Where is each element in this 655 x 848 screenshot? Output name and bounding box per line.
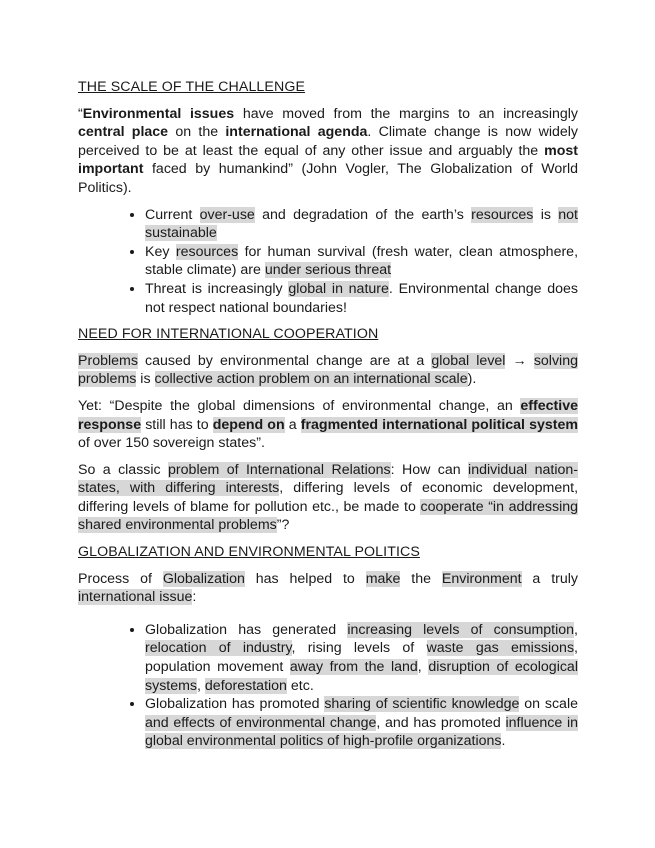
highlight: relocation of industry — [145, 640, 292, 657]
text: , rising levels of — [291, 640, 427, 657]
highlight-bold: depend on — [212, 416, 285, 433]
highlight: make — [365, 570, 401, 587]
bold-text: central place — [78, 124, 169, 141]
bold-text: most important — [78, 142, 578, 178]
text: Globalization has promoted — [145, 696, 325, 713]
text: and degradation of the earth’s — [254, 206, 472, 223]
document-page — [78, 78, 578, 759]
highlight: Environment — [441, 570, 522, 587]
list-item — [145, 206, 578, 243]
highlight: influence in global environmental politics of high-profile organizations — [145, 714, 579, 750]
list-item — [145, 621, 578, 695]
text: . Climate change is now widely perceived to be at least the equal of any other issue and arguably the — [78, 124, 578, 159]
highlight: and effects of environmental change — [145, 714, 377, 731]
text: Yet: “Despite the global dimensions of environmental change, an — [78, 397, 521, 414]
text: “ — [78, 105, 83, 122]
highlight-bold: fragmented international political system — [300, 416, 578, 433]
section-heading-globalization: GLOBALIZATION AND ENVIRONMENTAL POLITICS — [78, 544, 420, 561]
text: caused by environmental change are at a — [137, 352, 432, 369]
paragraph — [78, 397, 578, 453]
text: etc. — [286, 677, 314, 694]
text: of over 150 sovereign states”. — [78, 435, 265, 452]
highlight-bold: effective response — [78, 397, 578, 433]
highlight: disruption of ecological systems — [145, 659, 578, 694]
bold-text: international agenda — [225, 124, 368, 141]
text: a truly — [521, 570, 578, 587]
highlight: solving problems — [78, 352, 578, 388]
text: faced by humankind” (John Vogler, The Globalization of World Politics). — [78, 161, 578, 196]
highlight: global level — [431, 352, 506, 369]
text: , population movement — [145, 640, 578, 676]
highlight: global in nature — [288, 280, 389, 297]
paragraph — [78, 570, 578, 607]
text: , — [197, 677, 205, 694]
challenge-bullet-list — [78, 206, 578, 318]
text: Current — [145, 206, 200, 223]
text: . — [501, 733, 506, 750]
highlight: sharing of scientific knowledge — [324, 696, 520, 713]
highlight: over-use — [199, 206, 255, 223]
text: a — [284, 416, 301, 433]
text: Threat is increasingly — [145, 280, 289, 297]
highlight: under serious threat — [264, 262, 392, 279]
text: for human survival (fresh water, clean atmosphere, stable climate) are — [145, 243, 579, 279]
highlight: problem of International Relations — [168, 461, 391, 478]
highlight: international issue — [78, 589, 193, 606]
text: , — [417, 659, 429, 676]
text: has helped to — [244, 570, 366, 587]
text: , and has promoted — [376, 714, 506, 731]
highlight: cooperate “in addressing shared environmental problems — [78, 498, 578, 534]
highlight: collective action problem on an international scale — [154, 371, 468, 388]
paragraph — [78, 461, 578, 535]
globalization-bullet-list — [78, 621, 578, 751]
text: , — [574, 621, 578, 638]
text: the — [400, 570, 442, 587]
highlight: resources — [471, 206, 534, 223]
section-heading-cooperation: NEED FOR INTERNATIONAL COOPERATION — [78, 326, 379, 343]
text: : How can — [390, 461, 469, 478]
vogler-quote — [78, 105, 578, 198]
text: , differing levels of economic development, differing levels of blame for pollution etc., be made to — [78, 480, 579, 515]
section-heading-scale: THE SCALE OF THE CHALLENGE — [78, 79, 306, 95]
highlight: away from the land — [289, 659, 418, 676]
text: So a classic — [78, 461, 169, 478]
highlight: not sustainable — [145, 206, 578, 242]
text: Key — [145, 243, 176, 260]
highlight: increasing levels of consumption — [347, 621, 575, 638]
text: Process of — [78, 570, 163, 587]
text: is — [136, 371, 155, 388]
paragraph — [78, 352, 578, 389]
bold-text: Environmental issues — [82, 105, 235, 122]
text: have moved from the margins to an increasingly — [234, 105, 579, 122]
highlight: Globalization — [162, 570, 245, 587]
text: on scale — [519, 696, 578, 713]
text: . Environmental change does not respect national boundaries! — [145, 280, 578, 316]
list-item — [145, 243, 578, 280]
text: is — [533, 206, 559, 223]
highlight: Problems — [78, 352, 138, 369]
text: on the — [168, 124, 226, 141]
text: → — [505, 352, 534, 369]
text: Globalization has generated — [145, 621, 348, 638]
list-item — [145, 695, 578, 751]
text: : — [192, 589, 197, 606]
highlight: deforestation — [204, 677, 287, 694]
text: ). — [467, 371, 477, 388]
list-item — [145, 280, 578, 317]
highlight: resources — [175, 243, 239, 260]
text: ”? — [276, 517, 290, 534]
highlight: individual nation-states, with differing interests — [78, 461, 578, 497]
highlight: waste gas emissions — [426, 640, 575, 657]
text: still has to — [141, 416, 213, 433]
